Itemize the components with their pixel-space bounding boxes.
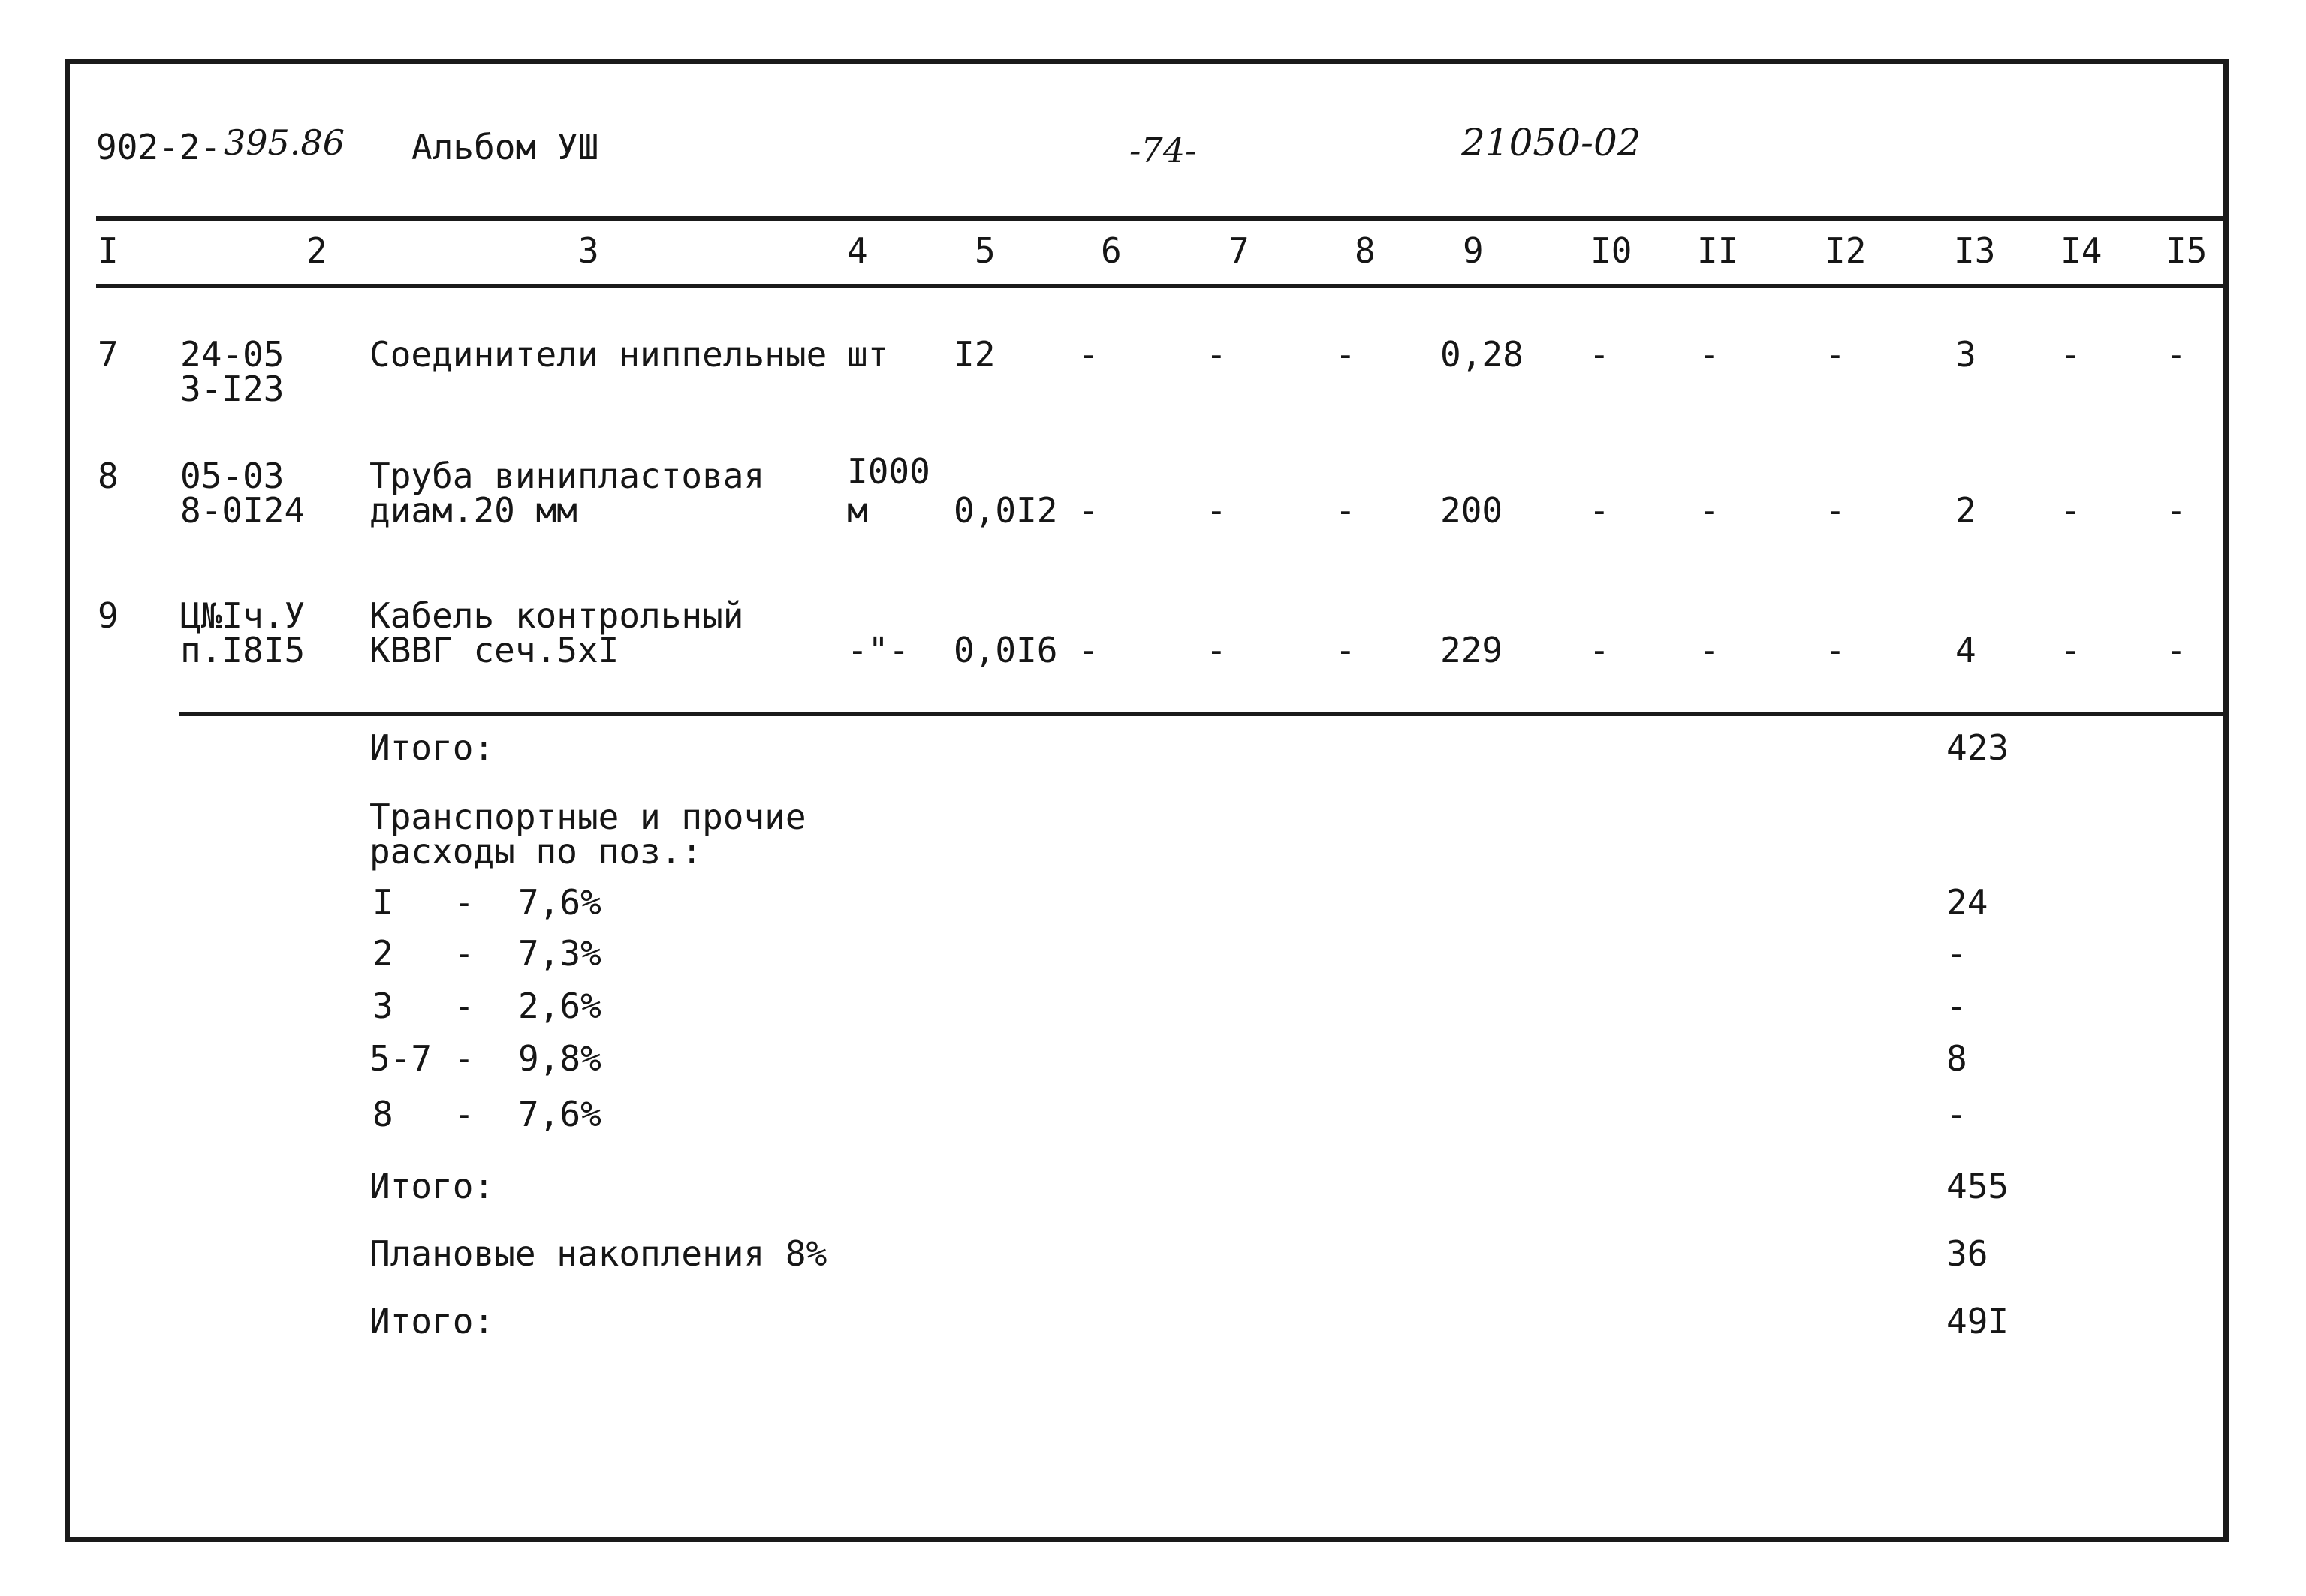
row-c13: 3: [1955, 334, 1976, 375]
total-value: 455: [1946, 1166, 2009, 1206]
row-c15: -: [2166, 334, 2187, 375]
col-13: I3: [1954, 230, 1996, 271]
rate-amount: 24: [1946, 882, 1988, 923]
row-name-1: Труба винипластовая: [369, 456, 765, 496]
row-qty: I2: [954, 334, 996, 375]
row-qty: 0,0I2: [954, 490, 1058, 531]
header-bottom-rule: [96, 284, 2226, 288]
col-8: 8: [1355, 230, 1376, 271]
rate-pos: I: [372, 882, 393, 923]
rate-dash: -: [454, 1038, 475, 1079]
row-c6: -: [1078, 630, 1099, 670]
row-c14: -: [2060, 630, 2081, 670]
transport-label-2: расходы по поз.:: [369, 831, 703, 872]
row-c11: -: [1699, 334, 1720, 375]
row-name-1: Кабель контрольный: [369, 595, 744, 636]
row-name-1: Соединители ниппельные: [369, 334, 827, 375]
total-label: Итого:: [369, 1166, 495, 1206]
col-14: I4: [2060, 230, 2103, 271]
row-c10: -: [1589, 334, 1610, 375]
row-c14: -: [2060, 490, 2081, 531]
row-c12: -: [1825, 334, 1846, 375]
rate-value: 2,6%: [518, 986, 601, 1026]
rate-value: 7,6%: [518, 882, 601, 923]
row-c10: -: [1589, 630, 1610, 670]
row-c12: -: [1825, 630, 1846, 670]
rate-pos: 8: [372, 1094, 393, 1134]
transport-label-1: Транспортные и прочие: [369, 796, 806, 837]
col-6: 6: [1101, 230, 1122, 271]
row-code-2: п.I8I5: [180, 630, 306, 670]
col-5: 5: [975, 230, 996, 271]
col-9: 9: [1463, 230, 1484, 271]
row-c15: -: [2166, 630, 2187, 670]
rate-dash: -: [454, 933, 475, 974]
row-unit: шт: [847, 334, 889, 375]
row-pos: 8: [98, 456, 119, 496]
col-2: 2: [306, 230, 327, 271]
row-c12: -: [1825, 490, 1846, 531]
row-c15: -: [2166, 490, 2187, 531]
row-unit-1: I000: [847, 451, 930, 492]
total-label: Итого:: [369, 727, 495, 768]
page-number: -74-: [1129, 130, 1197, 170]
row-c10: -: [1589, 490, 1610, 531]
row-c13: 2: [1955, 490, 1976, 531]
col-7: 7: [1228, 230, 1249, 271]
row-code-2: 8-0I24: [180, 490, 306, 531]
row-pos: 9: [98, 595, 119, 636]
rate-pos: 2: [372, 933, 393, 974]
doc-prefix: 902-2-: [96, 127, 222, 167]
rate-pos: 5-7: [369, 1038, 433, 1079]
doc-code: 21050-02: [1461, 121, 1641, 164]
col-1: I: [98, 230, 119, 271]
row-name-2: КВВГ сеч.5хI: [369, 630, 619, 670]
rate-amount: -: [1946, 933, 1967, 974]
row-c9: 229: [1440, 630, 1503, 670]
row-c7: -: [1206, 334, 1227, 375]
header-top-rule: [96, 216, 2226, 221]
planned-label: Плановые накопления 8%: [369, 1233, 827, 1274]
rate-value: 7,3%: [518, 933, 601, 974]
row-pos: 7: [98, 334, 119, 375]
rate-pos: 3: [372, 986, 393, 1026]
row-code-2: 3-I23: [180, 369, 285, 409]
row-code-1: Ц№Iч.У: [180, 595, 306, 636]
col-11: II: [1697, 230, 1739, 271]
row-c7: -: [1206, 630, 1227, 670]
row-c11: -: [1699, 490, 1720, 531]
col-12: I2: [1825, 230, 1867, 271]
col-4: 4: [847, 230, 868, 271]
col-10: I0: [1590, 230, 1632, 271]
total-label: Итого:: [369, 1301, 495, 1342]
row-qty: 0,0I6: [954, 630, 1058, 670]
row-name-2: диам.20 мм: [369, 490, 577, 531]
rate-amount: -: [1946, 986, 1967, 1026]
rate-dash: -: [454, 882, 475, 923]
row-code-1: 05-03: [180, 456, 285, 496]
row-c14: -: [2060, 334, 2081, 375]
rate-dash: -: [454, 1094, 475, 1134]
row-unit-2: м: [847, 490, 868, 531]
rate-amount: -: [1946, 1094, 1967, 1134]
rate-amount: 8: [1946, 1038, 1967, 1079]
row-c8: -: [1335, 334, 1356, 375]
rate-dash: -: [454, 986, 475, 1026]
rate-value: 7,6%: [518, 1094, 601, 1134]
col-3: 3: [578, 230, 599, 271]
row-c6: -: [1078, 334, 1099, 375]
row-c11: -: [1699, 630, 1720, 670]
col-15: I5: [2166, 230, 2208, 271]
total-value: 423: [1946, 727, 2009, 768]
row-c8: -: [1335, 490, 1356, 531]
row-c13: 4: [1955, 630, 1976, 670]
row-unit: -"-: [847, 630, 910, 670]
row-c9: 0,28: [1440, 334, 1524, 375]
rate-value: 9,8%: [518, 1038, 601, 1079]
row-c9: 200: [1440, 490, 1503, 531]
doc-suffix: 395.86: [224, 122, 345, 163]
row-c6: -: [1078, 490, 1099, 531]
total-value: 49I: [1946, 1301, 2009, 1342]
album-label: Альбом УШ: [411, 127, 599, 167]
totals-rule: [179, 712, 2226, 716]
row-code-1: 24-05: [180, 334, 285, 375]
row-c7: -: [1206, 490, 1227, 531]
row-c8: -: [1335, 630, 1356, 670]
planned-value: 36: [1946, 1233, 1988, 1274]
